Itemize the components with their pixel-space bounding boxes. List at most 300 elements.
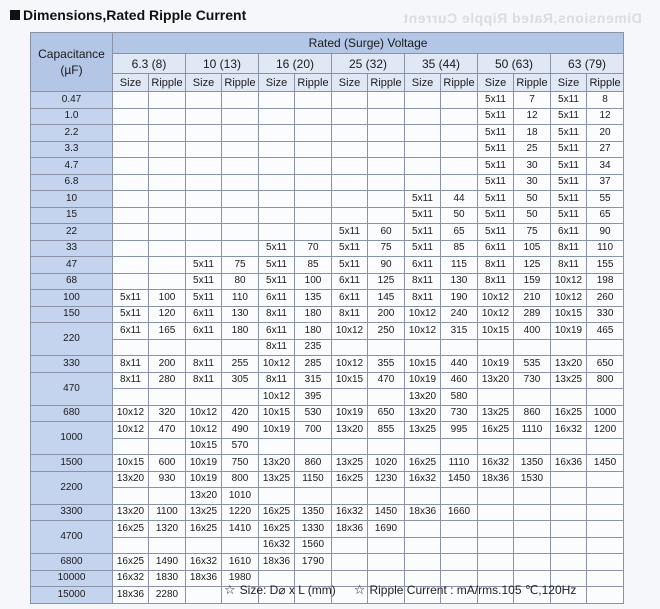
size-cell: 5x11 [551,92,587,109]
size-cell: 5x11 [478,108,514,125]
ripple-cell: 8 [587,92,624,109]
capacitance-cell: 10000 [31,570,113,587]
ripple-subheader: Ripple [368,74,405,92]
size-subheader: Size [259,74,295,92]
table-row [31,504,624,521]
size-cell: 10x12 [259,389,295,406]
ripple-cell: 1110 [441,455,478,472]
ripple-cell: 159 [514,273,551,290]
size-cell [478,554,514,571]
capacitance-cell: 680 [31,405,113,422]
size-cell: 5x11 [551,141,587,158]
ripple-cell [222,174,259,191]
size-cell: 10x15 [405,356,441,373]
ripple-cell: 60 [368,224,405,241]
size-cell [478,537,514,554]
ripple-cell: 800 [222,471,259,488]
capacitance-cell: 470 [31,372,113,405]
size-cell: 10x12 [186,405,222,422]
capacitance-cell: 10 [31,191,113,208]
size-cell: 10x12 [113,405,149,422]
ripple-cell: 200 [149,356,186,373]
ripple-cell: 1150 [295,471,332,488]
ripple-cell [295,141,332,158]
ripple-cell [368,554,405,571]
ripple-cell: 355 [368,356,405,373]
size-cell [186,339,222,356]
ripple-cell [587,438,624,455]
size-cell [113,257,149,274]
ripple-cell: 315 [295,372,332,389]
ripple-cell: 260 [587,290,624,307]
table-row [31,323,624,340]
capacitance-cell: 6800 [31,554,113,571]
ripple-cell [368,92,405,109]
ripple-cell: 250 [368,323,405,340]
size-cell: 16x36 [551,455,587,472]
size-cell: 16x25 [332,471,368,488]
ripple-cell: 12 [514,108,551,125]
ripple-cell: 12 [587,108,624,125]
size-cell [478,504,514,521]
size-cell [259,125,295,142]
ripple-cell [222,92,259,109]
ripple-cell [368,108,405,125]
size-cell: 8x11 [113,356,149,373]
size-cell: 8x11 [405,273,441,290]
ripple-cell: 30 [514,158,551,175]
size-cell [405,92,441,109]
ripple-cell: 700 [295,422,332,439]
table-row [31,389,624,406]
size-cell [113,240,149,257]
table-row [31,240,624,257]
size-cell [113,141,149,158]
ripple-cell [222,108,259,125]
size-cell: 8x11 [186,356,222,373]
ripple-cell: 115 [441,257,478,274]
ripple-cell: 165 [149,323,186,340]
size-cell [259,438,295,455]
ripple-cell: 1200 [587,422,624,439]
ripple-cell: 535 [514,356,551,373]
ripple-cell [441,438,478,455]
voltage-header: 6.3 (8) [113,54,186,74]
size-cell: 6x11 [259,290,295,307]
table-row [31,554,624,571]
ripple-cell: 180 [295,306,332,323]
size-cell: 8x11 [186,372,222,389]
size-cell: 6x11 [405,257,441,274]
ripple-cell [514,339,551,356]
table-row [31,339,624,356]
capacitance-header-line1: Capacitance [38,47,105,61]
ripple-cell: 130 [441,273,478,290]
mirrored-bleed-through-title: Dimensions,Rated Ripple Current [403,10,642,26]
ripple-cell: 55 [587,191,624,208]
size-cell: 13x25 [186,504,222,521]
size-cell: 13x20 [259,455,295,472]
table-row [31,488,624,505]
size-cell: 5x11 [259,257,295,274]
capacitance-cell: 4.7 [31,158,113,175]
capacitance-cell: 6.8 [31,174,113,191]
size-cell: 10x12 [332,323,368,340]
ripple-cell [368,125,405,142]
size-cell [405,158,441,175]
ripple-cell: 20 [587,125,624,142]
ripple-cell [149,158,186,175]
size-cell: 6x11 [186,323,222,340]
size-cell: 18x36 [332,521,368,538]
ripple-cell: 860 [514,405,551,422]
ripple-cell [514,488,551,505]
ripple-cell: 27 [587,141,624,158]
ripple-cell [441,158,478,175]
ripple-cell [222,389,259,406]
size-cell: 5x11 [405,224,441,241]
size-cell: 13x20 [113,504,149,521]
size-cell [551,471,587,488]
ripple-cell: 1660 [441,504,478,521]
size-cell: 13x20 [405,405,441,422]
table-row [31,356,624,373]
ripple-cell [587,554,624,571]
ripple-cell [514,521,551,538]
ripple-cell [149,125,186,142]
size-cell [405,438,441,455]
size-cell [405,554,441,571]
table-row [31,422,624,439]
section-title [10,7,246,23]
size-cell [478,521,514,538]
ripple-cell: 1010 [222,488,259,505]
voltage-header: 35 (44) [405,54,478,74]
ripple-cell: 280 [149,372,186,389]
size-cell: 5x11 [186,273,222,290]
size-cell [186,141,222,158]
size-cell: 16x25 [113,554,149,571]
ripple-cell: 1560 [295,537,332,554]
size-cell: 6x11 [259,323,295,340]
voltage-header: 10 (13) [186,54,259,74]
size-cell: 16x32 [551,422,587,439]
size-cell: 5x11 [551,108,587,125]
ripple-cell: 580 [441,389,478,406]
size-cell: 10x12 [259,356,295,373]
size-cell: 10x19 [551,323,587,340]
ripple-cell [222,158,259,175]
ripple-cell [441,92,478,109]
table-row [31,438,624,455]
size-cell: 13x20 [332,422,368,439]
ripple-cell [295,438,332,455]
ripple-cell [149,257,186,274]
size-cell: 10x15 [478,323,514,340]
voltage-header: 16 (20) [259,54,332,74]
ripple-cell: 1330 [295,521,332,538]
size-cell: 13x20 [405,389,441,406]
size-cell [405,537,441,554]
size-cell: 10x15 [186,438,222,455]
size-cell: 5x11 [405,191,441,208]
size-cell: 13x25 [478,405,514,422]
ripple-cell: 37 [587,174,624,191]
size-subheader: Size [405,74,441,92]
size-cell: 5x11 [186,290,222,307]
size-cell [259,207,295,224]
ripple-cell [295,207,332,224]
ripple-cell: 1690 [368,521,405,538]
ripple-cell [295,125,332,142]
ripple-cell: 1980 [222,570,259,587]
size-cell [113,273,149,290]
table-row [31,273,624,290]
size-cell: 10x19 [186,471,222,488]
size-cell [478,488,514,505]
size-cell [186,537,222,554]
size-cell [332,158,368,175]
ripple-cell: 995 [441,422,478,439]
section-title-text: Dimensions,Rated Ripple Current [23,7,247,23]
size-cell: 8x11 [551,240,587,257]
ripple-cell [295,158,332,175]
ripple-cell [149,224,186,241]
size-cell [259,224,295,241]
ripple-cell [368,339,405,356]
capacitance-header-line2: (µF) [60,63,83,77]
size-cell: 5x11 [259,273,295,290]
dimensions-table [30,32,624,604]
ripple-cell: 800 [587,372,624,389]
ripple-cell [441,125,478,142]
size-cell [551,438,587,455]
capacitance-cell: 2.2 [31,125,113,142]
size-cell: 5x11 [478,174,514,191]
size-cell: 13x25 [551,372,587,389]
size-cell: 16x25 [259,521,295,538]
size-cell [478,438,514,455]
ripple-subheader: Ripple [514,74,551,92]
ripple-cell [441,488,478,505]
capacitance-cell: 47 [31,257,113,274]
ripple-cell: 930 [149,471,186,488]
ripple-cell [441,521,478,538]
size-cell: 5x11 [405,240,441,257]
size-cell: 5x11 [551,158,587,175]
size-cell [113,537,149,554]
size-subheader: Size [551,74,587,92]
ripple-subheader: Ripple [149,74,186,92]
capacitance-cell: 2200 [31,471,113,504]
size-subheader: Size [478,74,514,92]
size-cell: 10x15 [332,372,368,389]
voltage-header: 50 (63) [478,54,551,74]
size-cell [186,174,222,191]
ripple-cell [587,389,624,406]
size-cell [332,339,368,356]
size-cell [113,158,149,175]
size-cell: 18x36 [478,471,514,488]
size-cell [405,339,441,356]
size-cell [113,125,149,142]
ripple-cell [441,537,478,554]
ripple-cell [368,158,405,175]
size-cell: 6x11 [332,290,368,307]
size-cell [113,224,149,241]
ripple-cell: 120 [149,306,186,323]
size-cell: 5x11 [478,92,514,109]
size-cell [332,389,368,406]
size-cell [405,141,441,158]
size-cell: 6x11 [332,273,368,290]
size-cell: 8x11 [259,306,295,323]
ripple-cell: 400 [514,323,551,340]
ripple-cell [222,207,259,224]
ripple-cell [222,537,259,554]
ripple-cell [368,389,405,406]
size-cell [259,108,295,125]
capacitance-cell: 1500 [31,455,113,472]
capacitance-cell: 15000 [31,587,113,604]
ripple-cell [587,339,624,356]
ripple-cell [368,438,405,455]
ripple-cell: 130 [222,306,259,323]
size-cell: 6x11 [551,224,587,241]
ripple-cell: 75 [368,240,405,257]
size-cell: 8x11 [259,372,295,389]
ripple-cell: 320 [149,405,186,422]
ripple-cell: 1450 [368,504,405,521]
ripple-cell [441,174,478,191]
table-row [31,521,624,538]
size-cell: 10x12 [332,356,368,373]
size-cell: 16x25 [186,521,222,538]
ripple-cell [587,587,624,604]
ripple-cell: 1830 [149,570,186,587]
size-cell: 5x11 [551,207,587,224]
size-cell: 16x32 [478,455,514,472]
ripple-cell: 65 [587,207,624,224]
capacitance-cell: 0.47 [31,92,113,109]
ripple-cell [368,141,405,158]
size-cell [186,125,222,142]
ripple-cell [441,141,478,158]
ripple-cell [295,92,332,109]
ripple-cell: 100 [149,290,186,307]
ripple-cell: 80 [222,273,259,290]
ripple-cell: 1790 [295,554,332,571]
size-cell: 10x15 [259,405,295,422]
table-row [31,158,624,175]
ripple-cell [368,191,405,208]
capacitance-cell: 3.3 [31,141,113,158]
ripple-cell [149,537,186,554]
ripple-cell: 125 [514,257,551,274]
ripple-cell [587,521,624,538]
ripple-cell: 180 [295,323,332,340]
ripple-cell: 650 [368,405,405,422]
table-row [31,306,624,323]
table-row [31,537,624,554]
size-subheader: Size [186,74,222,92]
ripple-note-text: Ripple Current : mA/rms.105 ℃,120Hz [369,583,577,597]
ripple-cell: 600 [149,455,186,472]
ripple-cell: 315 [441,323,478,340]
ripple-cell: 1450 [441,471,478,488]
ripple-cell [368,207,405,224]
ripple-cell [368,174,405,191]
size-cell [186,224,222,241]
size-cell: 16x32 [113,570,149,587]
ripple-cell [587,504,624,521]
size-cell: 5x11 [551,191,587,208]
size-cell: 10x15 [113,455,149,472]
ripple-cell: 285 [295,356,332,373]
size-cell: 5x11 [332,257,368,274]
capacitance-cell: 1.0 [31,108,113,125]
size-cell: 6x11 [113,323,149,340]
ripple-cell: 860 [295,455,332,472]
size-cell: 13x25 [405,422,441,439]
ripple-cell: 44 [441,191,478,208]
size-cell: 5x11 [186,257,222,274]
ripple-cell [222,191,259,208]
size-cell [405,521,441,538]
size-cell: 5x11 [113,306,149,323]
size-cell: 10x12 [478,306,514,323]
ripple-cell: 85 [295,257,332,274]
table-row [31,290,624,307]
ripple-cell [149,488,186,505]
table-row [31,174,624,191]
size-cell [113,207,149,224]
ripple-cell [441,554,478,571]
capacitance-cell: 220 [31,323,113,356]
size-cell: 5x11 [332,240,368,257]
ripple-cell [149,273,186,290]
ripple-cell: 75 [222,257,259,274]
ripple-cell: 135 [295,290,332,307]
size-cell: 5x11 [478,125,514,142]
table-row [31,471,624,488]
ripple-cell: 180 [222,323,259,340]
ripple-cell: 190 [441,290,478,307]
ripple-cell [295,108,332,125]
size-cell [113,191,149,208]
ripple-cell [149,174,186,191]
ripple-cell: 255 [222,356,259,373]
ripple-cell: 50 [441,207,478,224]
size-cell [259,158,295,175]
size-cell: 5x11 [478,158,514,175]
size-cell: 5x11 [332,224,368,241]
size-cell: 8x11 [478,273,514,290]
table-row [31,207,624,224]
ripple-cell [149,339,186,356]
ripple-cell: 1100 [149,504,186,521]
ripple-cell: 200 [368,306,405,323]
size-cell: 16x25 [113,521,149,538]
ripple-cell [368,537,405,554]
ripple-cell [514,504,551,521]
size-cell [113,92,149,109]
size-cell [478,339,514,356]
ripple-cell: 70 [295,240,332,257]
table-row [31,372,624,389]
size-cell: 5x11 [478,191,514,208]
size-cell: 10x12 [551,273,587,290]
